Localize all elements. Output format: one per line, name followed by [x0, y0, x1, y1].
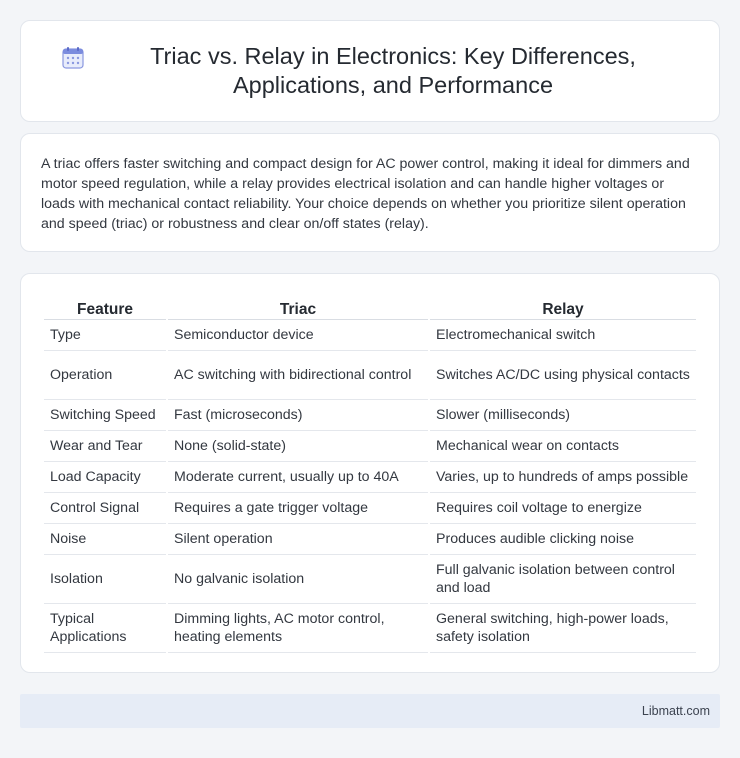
- header-card: [20, 20, 720, 122]
- footer-site-link[interactable]: Libmatt.com: [641, 704, 710, 718]
- cell-relay: Mechanical wear on contacts: [430, 431, 696, 462]
- comparison-table: [42, 298, 698, 653]
- table-row: [44, 462, 696, 493]
- cell-triac: Silent operation: [168, 524, 428, 555]
- table-row: [44, 604, 696, 653]
- cell-feature: Noise: [44, 524, 166, 555]
- cell-triac: AC switching with bidirectional control: [168, 351, 428, 400]
- cell-triac: Semiconductor device: [168, 320, 428, 351]
- cell-feature: Isolation: [44, 555, 166, 604]
- cell-feature: Load Capacity: [44, 462, 166, 493]
- cell-feature: Wear and Tear: [44, 431, 166, 462]
- cell-relay: Electromechanical switch: [430, 320, 696, 351]
- cell-relay: Full galvanic isolation between control and load: [430, 555, 696, 604]
- table-header-row: [44, 298, 696, 320]
- cell-triac: Requires a gate trigger voltage: [168, 493, 428, 524]
- table-row: [44, 400, 696, 431]
- table-row: [44, 351, 696, 400]
- cell-relay: Produces audible clicking noise: [430, 524, 696, 555]
- table-row: [44, 524, 696, 555]
- summary-card: [20, 133, 720, 252]
- header-triac: Triac: [168, 298, 428, 320]
- table-row: [44, 555, 696, 604]
- footer: [20, 694, 720, 728]
- title-wrap: [21, 21, 719, 121]
- page-title: Triac vs. Relay in Electronics: Key Differences, Applications, and Performance: [150, 43, 636, 98]
- cell-triac: Dimming lights, AC motor control, heating elements: [168, 604, 428, 653]
- cell-triac: Moderate current, usually up to 40A: [168, 462, 428, 493]
- cell-feature: Typical Applications: [44, 604, 166, 653]
- cell-triac: Fast (microseconds): [168, 400, 428, 431]
- table-row: [44, 320, 696, 351]
- comparison-table-card: [20, 273, 720, 673]
- cell-feature: Switching Speed: [44, 400, 166, 431]
- cell-triac: No galvanic isolation: [168, 555, 428, 604]
- cell-relay: Switches AC/DC using physical contacts: [430, 351, 696, 400]
- summary-text: A triac offers faster switching and compact design for AC power control, making it ideal for dimmers and motor speed regulation, while a relay provides electrical isolation and can handle higher voltages or loads with mechanical contact reliability. Your choice depends on whether you prioritize silent operation and speed (triac) or robustness and clear on/off states (relay).: [41, 156, 690, 232]
- cell-feature: Type: [44, 320, 166, 351]
- cell-relay: Slower (milliseconds): [430, 400, 696, 431]
- header-feature: Feature: [44, 298, 166, 320]
- cell-relay: Requires coil voltage to energize: [430, 493, 696, 524]
- table-row: [44, 431, 696, 462]
- cell-feature: Control Signal: [44, 493, 166, 524]
- table-row: [44, 493, 696, 524]
- header-relay: Relay: [430, 298, 696, 320]
- calendar-icon: [61, 46, 85, 70]
- cell-relay: Varies, up to hundreds of amps possible: [430, 462, 696, 493]
- cell-feature: Operation: [44, 351, 166, 400]
- cell-relay: General switching, high-power loads, safety isolation: [430, 604, 696, 653]
- cell-triac: None (solid-state): [168, 431, 428, 462]
